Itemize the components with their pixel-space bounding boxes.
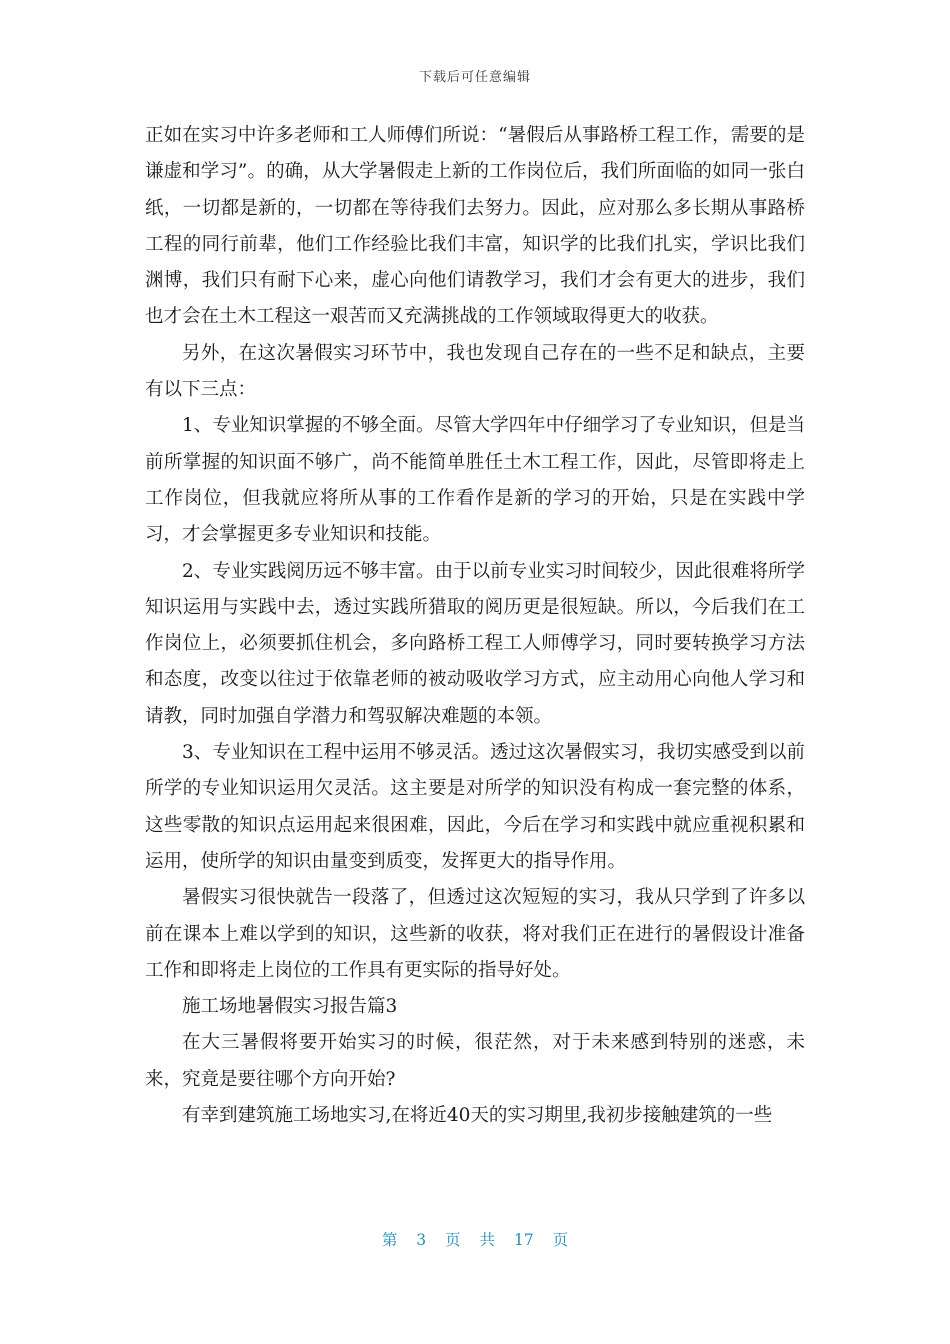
header-text: 下载后可任意编辑 [418,70,531,85]
page-header [0,66,950,85]
paragraph-section3-body: 有幸到建筑施工场地实习,在将近40天的实习期里,我初步接触建筑的一些 [182,1105,773,1127]
footer-total-pages: 17 [513,1231,534,1249]
footer-total-suffix: 页 [552,1231,569,1249]
footer-page-number: 3 [416,1231,427,1249]
footer-page-suffix: 页 [445,1231,461,1249]
paragraph-point-1: 1、专业知识掌握的不够全面。尽管大学四年中仔细学习了专业知识，但是当前所掌握的知识面不够广，尚不能简单胜任土木工程工作，因此，尽管即将走上工作岗位，但我就应将所从事的工作看作是新的学习的开始，只是在实践中学习，才会掌握更多专业知识和技能。 [145,415,805,546]
paragraph-point-3: 3、专业知识在工程中运用不够灵活。透过这次暑假实习，我切实感受到以前所学的专业知识运用欠灵活。这主要是对所学的知识没有构成一套完整的体系，这些零散的知识点运用起来很困难，因此，今后在学习和实践中就应重视积累和运用，使所学的知识由量变到质变，发挥更大的指导作用。 [145,742,805,872]
paragraph-section3-intro: 在大三暑假将要开始实习的时候，很茫然，对于未来感到特别的迷惑，未来，究竟是要往哪个方向开始? [145,1032,805,1090]
paragraph-continuation: 正如在实习中许多老师和工人师傅们所说：“暑假后从事路桥工程工作，需要的是谦虚和学习”。的确，从大学暑假走上新的工作岗位后，我们所面临的如同一张白纸，一切都是新的，一切都在等待我们去努力。因此，应对那么多长期从事路桥工程的同行前辈，他们工作经验比我们丰富，知识学的比我们扎实，学识比我们渊博，我们只有耐下心来，虚心向他们请教学习，我们才会有更大的进步，我们也才会在土木工程这一艰苦而又充满挑战的工作领域取得更大的收获。 [145,125,805,328]
footer-total-label: 共 [479,1231,496,1249]
paragraph-shortcomings-intro: 另外，在这次暑假实习环节中，我也发现自己存在的一些不足和缺点，主要有以下三点： [145,342,805,401]
footer-page-label: 第 [381,1231,398,1249]
paragraph-conclusion: 暑假实习很快就告一段落了，但透过这次短短的实习，我从只学到了许多以前在课本上难以学到的知识，这些新的收获，将对我们正在进行的暑假设计准备工作和即将走上岗位的工作具有更实际的指导好处。 [145,887,805,981]
paragraph-point-2: 2、专业实践阅历远不够丰富。由于以前专业实习时间较少，因此很难将所学知识运用与实践中去，透过实践所猎取的阅历更是很短缺。所以，今后我们在工作岗位上，必须要抓住机会，多向路桥工程工人师傅学习，同时要转换学习方法和态度，改变以往过于依靠老师的被动吸收学习方式，应主动用心向他人学习和请教，同时加强自学潜力和驾驭解决难题的本领。 [145,560,805,727]
document-body [145,118,805,1134]
page-footer [0,1228,950,1250]
section-heading: 施工场地暑假实习报告篇3 [182,996,398,1018]
